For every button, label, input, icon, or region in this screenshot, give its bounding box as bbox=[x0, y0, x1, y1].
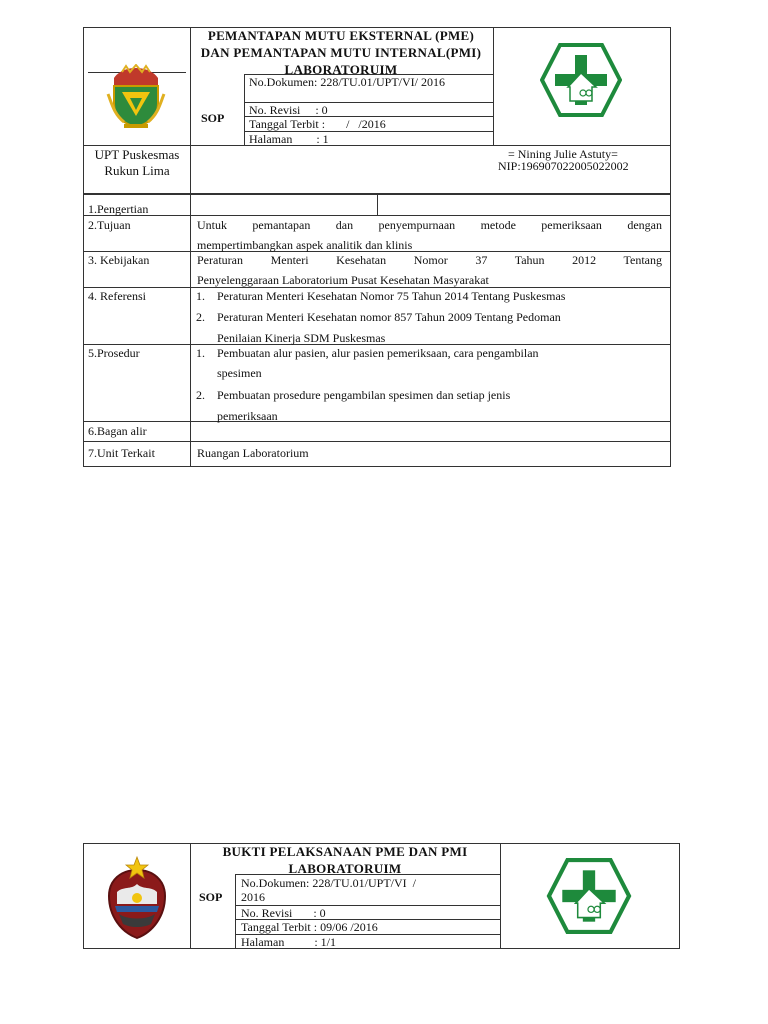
signatory-nip: NIP:196907022005022002 bbox=[498, 159, 629, 173]
sop-label: SOP bbox=[201, 111, 225, 125]
kebijakan-line-1: Peraturan Menteri Kesehatan Nomor 37 Tahun 2012 Tentang bbox=[197, 253, 662, 267]
signatory-name: = Nining Julie Astuty= bbox=[508, 147, 618, 161]
tanggal-terbit: Tanggal Terbit : / /2016 bbox=[249, 117, 386, 131]
no-revisi-2: No. Revisi : 0 bbox=[241, 906, 326, 920]
document-title: PEMANTAPAN MUTU EKSTERNAL (PME) DAN PEMANTAPAN MUTU INTERNAL(PMI) LABORATORUIM bbox=[200, 28, 482, 77]
tujuan-line-2: mempertimbangkan aspek analitik dan klinis bbox=[197, 238, 413, 252]
row-label-referensi: 4. Referensi bbox=[88, 289, 146, 303]
prosedur-item-2-num: 2. bbox=[196, 388, 205, 402]
row-label-tujuan: 2.Tujuan bbox=[88, 218, 131, 232]
no-dokumen-2-year: 2016 bbox=[241, 890, 265, 904]
prosedur-item-2: Pembuatan prosedure pengambilan spesimen dan setiap jenis bbox=[217, 388, 511, 402]
no-dokumen-2: No.Dokumen: 228/TU.01/UPT/VI / bbox=[241, 876, 416, 890]
tujuan-line-1: Untuk pemantapan dan penyempurnaan metode pemeriksaan dengan bbox=[197, 218, 662, 232]
puskesmas-logo-icon bbox=[540, 43, 622, 117]
prosedur-item-1-num: 1. bbox=[196, 346, 205, 360]
no-revisi: No. Revisi : 0 bbox=[249, 103, 328, 117]
kebijakan-line-2: Penyelenggaraan Laboratorium Pusat Kesehatan Masyarakat bbox=[197, 273, 489, 287]
sop-label-2: SOP bbox=[199, 890, 223, 904]
province-emblem-icon bbox=[101, 856, 173, 940]
referensi-item-2: Peraturan Menteri Kesehatan nomor 857 Tahun 2009 Tentang Pedoman bbox=[217, 310, 561, 324]
halaman-2: Halaman : 1/1 bbox=[241, 935, 336, 949]
regency-emblem-icon bbox=[104, 64, 168, 130]
document-title-2: BUKTI PELAKSANAAN PME DAN PMI LABORATORUIM bbox=[222, 844, 468, 876]
row-label-unit-terkait: 7.Unit Terkait bbox=[88, 446, 155, 460]
prosedur-item-1-cont: spesimen bbox=[217, 366, 262, 380]
unit-terkait-value: Ruangan Laboratorium bbox=[197, 446, 309, 460]
prosedur-item-2-cont: pemeriksaan bbox=[217, 409, 278, 423]
row-label-pengertian: 1.Pengertian bbox=[88, 202, 149, 216]
referensi-item-2-num: 2. bbox=[196, 310, 205, 324]
no-dokumen-text: No.Dokumen: 228/TU.01/UPT/VI/ 2016 bbox=[249, 75, 445, 89]
row-label-bagan-alir: 6.Bagan alir bbox=[88, 424, 147, 438]
row-label-kebijakan: 3. Kebijakan bbox=[88, 253, 150, 267]
tanggal-terbit-2: Tanggal Terbit : 09/06 /2016 bbox=[241, 920, 378, 934]
referensi-item-1: Peraturan Menteri Kesehatan Nomor 75 Tahun 2014 Tentang Puskesmas bbox=[217, 289, 566, 303]
referensi-item-1-num: 1. bbox=[196, 289, 205, 303]
row-label-prosedur: 5.Prosedur bbox=[88, 346, 140, 360]
halaman: Halaman : 1 bbox=[249, 132, 329, 146]
puskesmas-logo-icon bbox=[545, 858, 633, 934]
prosedur-item-1: Pembuatan alur pasien, alur pasien pemeriksaan, cara pengambilan bbox=[217, 346, 539, 360]
unit-name: UPT Puskesmas Rukun Lima bbox=[94, 147, 180, 178]
no-dokumen bbox=[249, 75, 489, 89]
referensi-item-2-cont: Penilaian Kinerja SDM Puskesmas bbox=[217, 331, 386, 345]
